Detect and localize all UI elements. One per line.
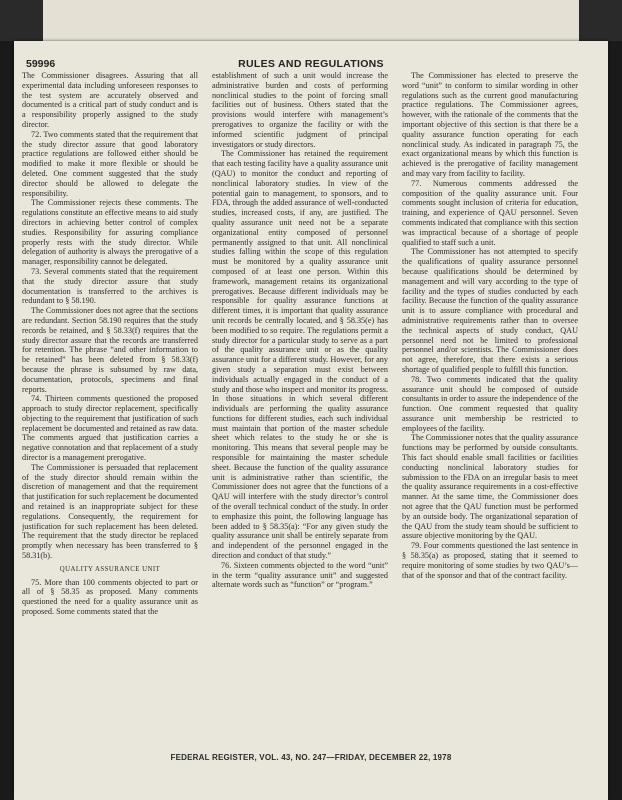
paragraph: The Commissioner notes that the quality assurance functions may be performed by outside consultants. This fact should enable small facilities or facilities conducting nonclinical laboratory studies for submission to the FDA on an irregular basis to meet the quality assurance requirements in a cost-effective manner. At the same time, the Commissioner does not agree that the QAU function must be performed by an outside body. The organizational separation of the QAU from the study team should be sufficient to assure objective monitoring by the QAU. bbox=[402, 433, 578, 541]
paragraph: The Commissioner has retained the requirement that each testing facility have a quality assurance unit (QAU) to monitor the conduct and reporting of nonclinical laboratory studies. In view of the potential gain to management, to sponsors, and to FDA, through the added assurance of well-conducted studies, increased costs, if any, are justified. The quality assurance unit need not be a separate organizational entity composed of personnel permanently assigned to that unit. All nonclinical studies falling within the scope of this regulation must be monitored by a quality assurance unit composed of at least one person. Within this framework, management retains its organizational prerogatives. Because different individuals may be responsible for quality assurance functions at different times, it is important that quality assurance unit records be centrally located, and § 58.35(e) has been modified to so require. The regulations permit a study director for a particular study to serve as a part of the quality assurance unit or as the quality assurance unit for a different study. However, for any given study a separation must exist between individuals actually engaged in the conduct of a study and those who inspect and monitor its progress. In those situations in which several different individuals are performing the quality assurance functions for different studies, each such individual must maintain that portion of the master schedule sheet which relates to the study he or she is monitoring. This means that several people may be responsible for maintaining the master schedule sheet. Because the function of the quality assurance unit is administrative rather than scientific, the Commissioner does not agree that the functions of a QAU will interfere with the study director’s control of the overall technical conduct of the study. In order to emphasize this point, the following language has been added to § 58.35(a): “For any given study the quality assurance unit shall be entirely separate from and independent of the personnel engaged in the direction and conduct of that study.” bbox=[212, 149, 388, 561]
paragraph: The Commissioner is persuaded that replacement of the study director should remain within the discretion of management and that the requirement that justification for such replacement be documented and retained is an inappropriate subject for these regulations. Consequently, the requirement for justification for such replacement has been deleted. The requirement that the study director be replaced promptly when necessary has been transferred to § 58.31(b). bbox=[22, 462, 198, 561]
page-top-band bbox=[43, 0, 579, 41]
paragraph: The Commissioner rejects these comments. The regulations constitute an effective means to aid study directors in achieving better control of complex studies. Responsibility for assuring compliance properly rests with the study director. While delegation of authority is always the prerogative of a manager, responsibility cannot be delegated. bbox=[22, 198, 198, 267]
text-column-2 bbox=[212, 71, 388, 751]
page-footer: FEDERAL REGISTER, VOL. 43, NO. 247—FRIDAY, DECEMBER 22, 1978 bbox=[170, 753, 452, 762]
paragraph: 75. More than 100 comments objected to part or all of § 58.35 as proposed. Many comments questioned the need for a quality assurance unit as proposed. Some comments stated that the bbox=[22, 577, 198, 617]
paragraph: 76. Sixteen comments objected to the word “unit” in the term “quality assurance unit” and suggested alternate words such as “function” or “program.” bbox=[212, 560, 388, 590]
paragraph: The Commissioner has elected to preserve the word “unit” to conform to similar wording in other regulations such as the current good manufacturing practice regulations. The Commissioner agrees, however, with the rationale of the comments that the important objective of this section is that there be a quality assurance function operating for each nonclinical study. As indicated in paragraph 75, the exact organizational means by which this function is achieved is the prerogative of facility management and may vary from facility to facility. bbox=[402, 71, 578, 178]
binding-tab-left bbox=[0, 0, 43, 41]
paragraph: The Commissioner does not agree that the sections are redundant. Section 58.190 requires that the study records be retained, and § 58.33(f) requires that the study director assure that the records are transferred for retention. The phrase “and other information to be retained” has been deleted from § 58.33(f) because the phrase is subsumed by raw data, documentation, protocols, specimens and final reports. bbox=[22, 306, 198, 394]
text-column-1 bbox=[22, 71, 198, 751]
binding-tab-right bbox=[579, 0, 622, 41]
paragraph: The Commissioner has not attempted to specify the qualifications of quality assurance personnel because qualifications should be determined by management and will vary according to the type of facility and the types of studies conducted by each facility. Because the function of the quality assurance unit is to assure compliance with procedural and administrative requirements rather than to oversee the technical aspects of study conduct, QAU personnel need not be limited to professional personnel and/or scientists. The Commissioner does not agree, therefore, that there exists a serious shortage of qualified people to fulfill this function. bbox=[402, 247, 578, 374]
page-title: RULES AND REGULATIONS bbox=[238, 58, 384, 70]
paragraph: 72. Two comments stated that the requirement that the study director assure that good laboratory practice regulations are followed either should be modified to make it more flexible or should be deleted. One comment suggested that the study director should be allowed to delegate the responsibility. bbox=[22, 129, 198, 198]
text-column-3 bbox=[402, 71, 578, 751]
paragraph: establishment of such a unit would increase the administrative burden and costs of performing nonclinical studies to the point of forcing small facilities out of business. Others stated that the provisions would interfere with management’s prerogatives to organize the facility or with the informed scientific judgment of principal investigators or study directors. bbox=[212, 71, 388, 149]
paragraph: 78. Two comments indicated that the quality assurance unit should be composed of outside consultants in order to assure the independence of the function. One comment requested that quality assurance unit membership be restricted to employees of the facility. bbox=[402, 374, 578, 433]
paragraph: 79. Four comments questioned the last sentence in § 58.35(a) as proposed, stating that it seemed to require monitoring of some studies by two QAU’s—that of the sponsor and that of the contract facility. bbox=[402, 541, 578, 580]
page-number: 59996 bbox=[26, 58, 56, 70]
paragraph: The Commissioner disagrees. Assuring that all experimental data including unforeseen responses to the test system are accurately observed and documented is a critical part of study conduct and is a responsibility properly assigned to the study director. bbox=[22, 71, 198, 129]
paragraph: 73. Several comments stated that the requirement that the study director assure that study documentation is transferred to the archives is redundant to § 58.190. bbox=[22, 266, 198, 306]
paragraph: 74. Thirteen comments questioned the proposed approach to study director replacement, specifically objecting to the requirement that justification of such replacement be documented and retained as raw data. The comments argued that justification carries a negative connotation and that replacement of a study director is a management prerogative. bbox=[22, 394, 198, 463]
section-heading: QUALITY ASSURANCE UNIT bbox=[59, 565, 161, 573]
paragraph: 77. Numerous comments addressed the composition of the quality assurance unit. Four comments sought inclusion of criteria for education, training, and experience of QAU personnel. Seven comments indicated that compliance with this section was impractical because of a shortage of people qualified to staff such a unit. bbox=[402, 178, 578, 247]
